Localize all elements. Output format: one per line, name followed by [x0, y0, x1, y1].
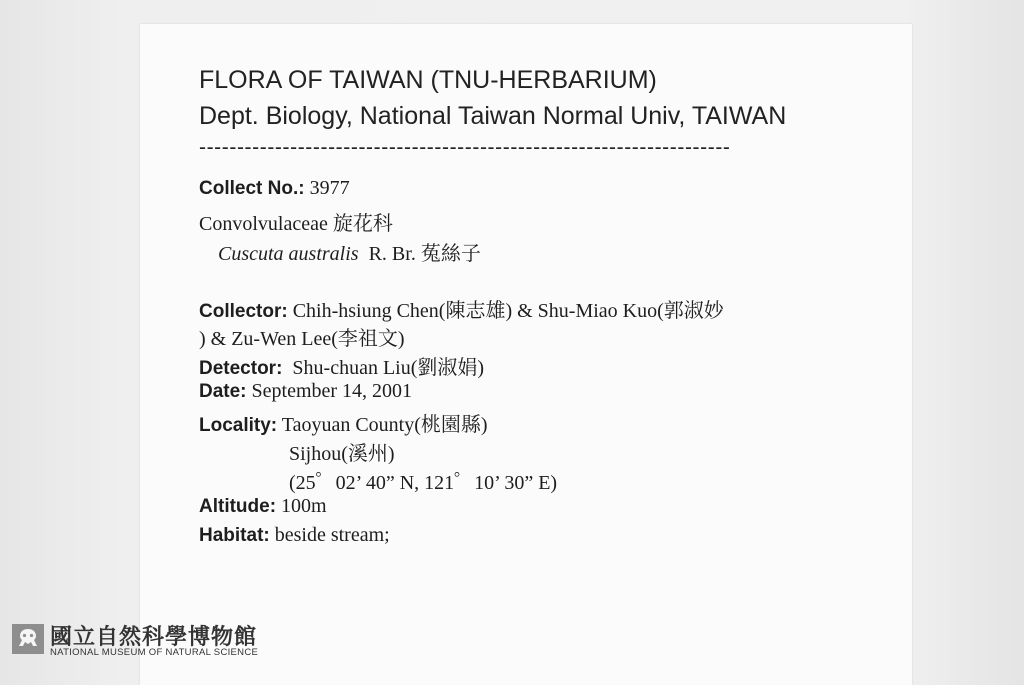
detector-row: [199, 351, 484, 380]
locality-row: [199, 408, 488, 437]
altitude-row: [199, 495, 327, 518]
altitude-label: Altitude:: [199, 496, 277, 517]
habitat-label: Habitat:: [199, 525, 270, 546]
altitude-value: 100m: [281, 495, 327, 517]
museum-logo: [12, 622, 272, 662]
locality-place: Sijhou(溪州): [289, 443, 395, 465]
detector-label: Detector:: [199, 358, 283, 379]
collector-continuation: ) & Zu-Wen Lee(李祖文): [199, 328, 405, 350]
family-name: Convolvulaceae 旋花科: [199, 213, 393, 235]
species-author: R. Br. 菟絲子: [368, 243, 481, 265]
museum-name-chinese: 國立自然科學博物館: [50, 625, 258, 650]
species-row: [218, 237, 481, 266]
species-name: Cuscuta australis: [218, 243, 359, 265]
date-value: September 14, 2001: [251, 380, 413, 402]
label-subtitle: Dept. Biology, National Taiwan Normal Univ, TAIWAN: [199, 102, 787, 130]
collect-no-label: Collect No.:: [199, 178, 305, 199]
museum-name-english: NATIONAL MUSEUM OF NATURAL SCIENCE: [50, 647, 259, 658]
label-title: FLORA OF TAIWAN (TNU-HERBARIUM): [199, 66, 657, 94]
date-row: [199, 380, 412, 403]
collector-label: Collector:: [199, 301, 288, 322]
dashed-divider: ----------------------------------------------------------------------: [199, 136, 731, 159]
collector-value: Chih-hsiung Chen(陳志雄) & Shu-Miao Kuo(郭淑妙: [292, 300, 724, 322]
locality-value: Taoyuan County(桃園縣): [281, 414, 488, 436]
locality-coordinates: (25゜02’ 40” N, 121゜10’ 30” E): [289, 472, 558, 494]
collector-row: [199, 294, 724, 323]
collect-no-value: 3977: [309, 177, 350, 199]
detector-value: Shu-chuan Liu(劉淑娟): [292, 357, 485, 379]
habitat-row: [199, 524, 390, 547]
locality-label: Locality:: [199, 415, 278, 436]
date-label: Date:: [199, 381, 247, 402]
collect-no-row: [199, 177, 350, 200]
habitat-value: beside stream;: [274, 524, 390, 546]
museum-logo-icon: [12, 624, 44, 654]
